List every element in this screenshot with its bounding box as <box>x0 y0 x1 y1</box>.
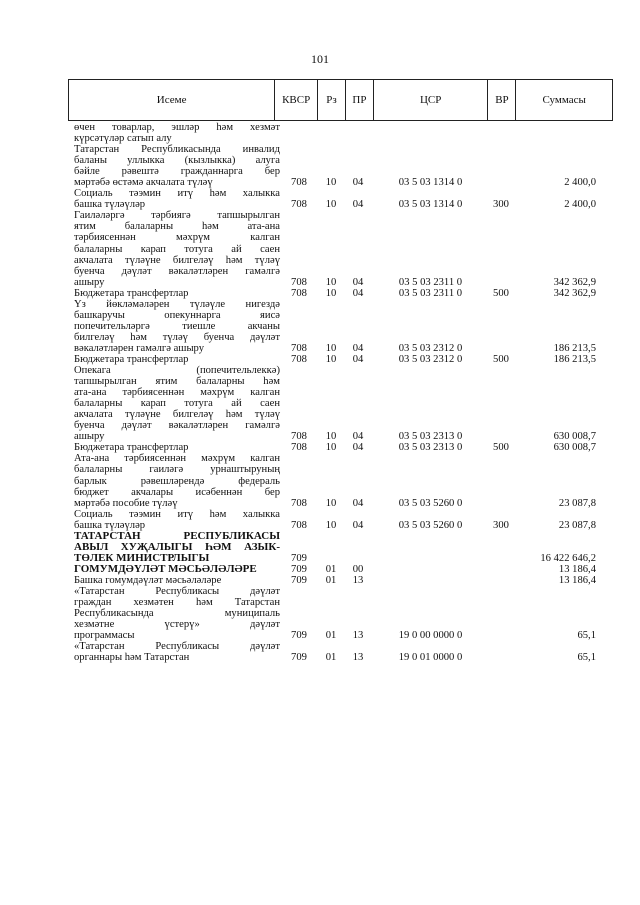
table-row <box>68 144 613 188</box>
row-pr: 13 <box>352 574 364 586</box>
table-row <box>68 641 613 663</box>
row-name-line: АВЫЛ ХУҖАЛЫГЫ ҺӘМ АЗЫК- <box>74 540 280 553</box>
table-row <box>68 354 613 365</box>
row-rz: 10 <box>325 442 337 454</box>
row-name-line: акчалата түләүне билгеләү һәм түләү <box>74 254 280 266</box>
row-name-line: ТАТАРСТАН РЕСПУБЛИКАСЫ <box>74 529 280 542</box>
row-rz: 01 <box>325 652 337 664</box>
table-header <box>68 79 613 121</box>
row-kvsr: 709 <box>291 563 307 575</box>
row-name-line: буенча дәүләт вәкаләтләрен гамәлгә <box>74 420 280 432</box>
table-body <box>68 122 613 663</box>
row-pr: 04 <box>352 353 364 365</box>
row-kvsr: 709 <box>291 652 307 664</box>
row-sum: 65,1 <box>577 630 596 642</box>
row-rz: 10 <box>325 276 337 288</box>
row-csr: 03 5 03 1314 0 <box>398 199 463 211</box>
row-name <box>68 442 280 453</box>
row-kvsr: 709 <box>291 552 307 564</box>
table-row <box>68 442 613 453</box>
row-name-line: буенча дәүләт вәкаләтләрен гамәлгә <box>74 265 280 277</box>
row-name-line: Ата-ана тәрбиясеннән мәхрүм калган <box>74 453 280 465</box>
header-rz: Рз <box>318 80 346 120</box>
row-name-line: мәртәбә өстәмә акчалата түләү <box>74 177 213 189</box>
row-name-line: ашыру <box>74 276 105 288</box>
row-name <box>68 144 280 188</box>
row-kvsr: 709 <box>291 574 307 586</box>
table-row <box>68 365 613 442</box>
row-kvsr: 708 <box>291 353 307 365</box>
row-name-line: ата-ана тәрбиясеннән мәхрүм калган <box>74 387 280 399</box>
table-row <box>68 299 613 354</box>
row-name <box>68 354 280 365</box>
row-name-line: күрсәтүләр сатып алу <box>74 133 172 145</box>
row-name-line: Гаиләләргә тәрбиягә тапшырылган <box>74 210 280 222</box>
row-csr: 03 5 03 5260 0 <box>398 519 463 531</box>
row-name-line: ТӨЛЕК МИНИСТРЛЫГЫ <box>74 551 210 564</box>
row-name <box>68 122 280 144</box>
row-name-line: хезмәтне үстерү» дәүләт <box>74 619 280 631</box>
row-kvsr: 708 <box>291 287 307 299</box>
row-name-line: Татарстан Республикасында инвалид <box>74 144 280 156</box>
row-pr: 13 <box>352 652 364 664</box>
row-name-line: мәртәбә пособие түләү <box>74 497 178 509</box>
row-name <box>68 299 280 354</box>
row-kvsr: 709 <box>291 630 307 642</box>
row-rz: 10 <box>325 497 337 509</box>
row-name-line: «Татарстан Республикасы дәүләт <box>74 585 280 597</box>
row-kvsr: 708 <box>291 497 307 509</box>
row-name-line: барлык рәвешләрендә федераль <box>74 475 280 487</box>
table-row <box>68 509 613 531</box>
row-name-line: «Татарстан Республикасы дәүләт <box>74 641 280 653</box>
row-name-line: Үз йөкләмәләрен түләүле нигездә <box>74 298 280 310</box>
row-pr: 04 <box>352 199 364 211</box>
row-csr: 19 0 00 0000 0 <box>398 630 463 642</box>
row-name <box>68 288 280 299</box>
table-row <box>68 564 613 575</box>
row-pr: 04 <box>352 431 364 443</box>
row-kvsr: 708 <box>291 431 307 443</box>
row-rz: 10 <box>325 519 337 531</box>
row-sum: 2 400,0 <box>564 177 596 189</box>
row-name-line: башкаручы опекуннарга яисә <box>74 309 280 321</box>
row-name-line: вәкаләтләрен гамәлгә ашыру <box>74 342 205 354</box>
row-pr: 04 <box>352 177 364 189</box>
row-sum: 342 362,9 <box>553 287 596 299</box>
header-pr: ПР <box>346 80 374 120</box>
row-kvsr: 708 <box>291 199 307 211</box>
row-name <box>68 564 280 575</box>
row-sum: 630 008,7 <box>553 431 596 443</box>
row-name-line: бюджет акчалары исәбеннән бер <box>74 486 280 498</box>
row-kvsr: 708 <box>291 442 307 454</box>
row-rz: 01 <box>325 563 337 575</box>
row-pr: 00 <box>352 563 364 575</box>
row-name <box>68 453 280 508</box>
row-name-line: акчалата түләүне билгеләү һәм түләү <box>74 409 280 421</box>
row-name-line: Бюджетара трансфертлар <box>74 287 189 299</box>
row-csr: 03 5 03 2312 0 <box>398 353 463 365</box>
row-name-line: башка түләүләр <box>74 199 146 211</box>
table-row <box>68 575 613 586</box>
table-row <box>68 210 613 287</box>
row-name <box>68 575 280 586</box>
row-rz: 10 <box>325 287 337 299</box>
row-vr: 500 <box>493 287 509 299</box>
header-sum: Суммасы <box>542 94 586 106</box>
header-vr: ВР <box>488 80 516 120</box>
header-name: Исеме <box>69 80 275 120</box>
row-sum: 630 008,7 <box>553 442 596 454</box>
row-rz: 01 <box>325 630 337 642</box>
row-csr: 03 5 03 1314 0 <box>398 177 463 189</box>
row-rz: 10 <box>325 431 337 443</box>
row-name-line: тәрбиясеннән мәхрүм калган <box>74 232 280 244</box>
row-csr: 03 5 03 2311 0 <box>398 287 463 299</box>
row-sum: 65,1 <box>577 652 596 664</box>
row-name <box>68 188 280 210</box>
row-csr: 03 5 03 5260 0 <box>398 497 463 509</box>
row-name-line: программасы <box>74 630 135 642</box>
row-sum: 186 213,5 <box>553 353 596 365</box>
row-sum: 342 362,9 <box>553 276 596 288</box>
row-csr: 03 5 03 2311 0 <box>398 276 463 288</box>
row-name-line: Опекага (попечительлеккә) <box>74 365 280 377</box>
row-name-line: баланы уллыкка (кызлыкка) алуга <box>74 155 280 167</box>
row-name-line: Бюджетара трансфертлар <box>74 442 189 454</box>
row-sum: 13 186,4 <box>558 563 596 575</box>
table-row <box>68 288 613 299</box>
row-name-line: Социаль тәэмин итү һәм халыкка <box>74 508 280 520</box>
header-kvsr: КВСР <box>275 80 318 120</box>
row-sum: 186 213,5 <box>553 342 596 354</box>
table-row <box>68 586 613 641</box>
row-sum: 23 087,8 <box>558 497 596 509</box>
table-row <box>68 453 613 508</box>
row-name-line: бәйле рәвештә гражданнарга бер <box>74 166 280 178</box>
row-name-line: Социаль тәэмин итү һәм халыкка <box>74 188 280 200</box>
table-row <box>68 122 613 144</box>
row-kvsr: 708 <box>291 342 307 354</box>
row-name-line: граждан хезмәтен һәм Татарстан <box>74 597 280 609</box>
row-rz: 01 <box>325 574 337 586</box>
row-rz: 10 <box>325 342 337 354</box>
table-row <box>68 188 613 210</box>
row-pr: 04 <box>352 442 364 454</box>
row-name-line: балаларны карап тотуга ай саен <box>74 243 280 255</box>
row-pr: 04 <box>352 276 364 288</box>
row-name-line: өчен товарлар, эшләр һәм хезмәт <box>74 122 280 133</box>
row-rz: 10 <box>325 177 337 189</box>
row-name-line: ятим балаларны һәм ата-ана <box>74 221 280 233</box>
row-name <box>68 586 280 641</box>
row-name-line: Башка гомумдәүләт мәсьәләләре <box>74 574 222 586</box>
row-csr: 03 5 03 2313 0 <box>398 431 463 443</box>
row-name-line: Республикасында муниципаль <box>74 608 280 620</box>
row-name-line: балаларны гаиләгә урнаштыруның <box>74 464 280 476</box>
row-pr: 04 <box>352 342 364 354</box>
row-csr: 19 0 01 0000 0 <box>398 652 463 664</box>
row-vr: 500 <box>493 442 509 454</box>
row-csr: 03 5 03 2312 0 <box>398 342 463 354</box>
header-csr: ЦСР <box>374 80 489 120</box>
row-name-line: тапшырылган ятим балаларны һәм <box>74 376 280 388</box>
row-sum: 16 422 646,2 <box>540 552 596 564</box>
row-vr: 500 <box>493 353 509 365</box>
row-kvsr: 708 <box>291 276 307 288</box>
row-name-line: Бюджетара трансфертлар <box>74 353 189 365</box>
row-name-line: попечительләргә тиешле акчаны <box>74 320 280 332</box>
row-name-line: билгеләү һәм түләү буенча дәүләт <box>74 331 280 343</box>
table-row <box>68 531 613 564</box>
row-name-line: ГОМУМДӘҮЛӘТ МӘСЬӘЛӘЛӘРЕ <box>74 562 257 575</box>
row-sum: 2 400,0 <box>564 199 596 211</box>
row-vr: 300 <box>493 519 509 531</box>
row-csr: 03 5 03 2313 0 <box>398 442 463 454</box>
row-name <box>68 509 280 531</box>
row-name-line: башка түләүләр <box>74 519 146 531</box>
row-name <box>68 210 280 287</box>
row-vr: 300 <box>493 199 509 211</box>
row-name <box>68 365 280 442</box>
row-kvsr: 708 <box>291 519 307 531</box>
row-pr: 04 <box>352 287 364 299</box>
row-name-line: органнары һәм Татарстан <box>74 652 190 664</box>
row-name <box>68 531 280 564</box>
row-sum: 23 087,8 <box>558 519 596 531</box>
row-name-line: балаларны карап тотуга ай саен <box>74 398 280 410</box>
row-pr: 04 <box>352 519 364 531</box>
row-rz: 10 <box>325 199 337 211</box>
row-pr: 04 <box>352 497 364 509</box>
row-rz: 10 <box>325 353 337 365</box>
row-pr: 13 <box>352 630 364 642</box>
page-number: 101 <box>311 52 329 66</box>
row-kvsr: 708 <box>291 177 307 189</box>
row-name <box>68 641 280 663</box>
row-name-line: ашыру <box>74 431 105 443</box>
row-sum: 13 186,4 <box>558 574 596 586</box>
